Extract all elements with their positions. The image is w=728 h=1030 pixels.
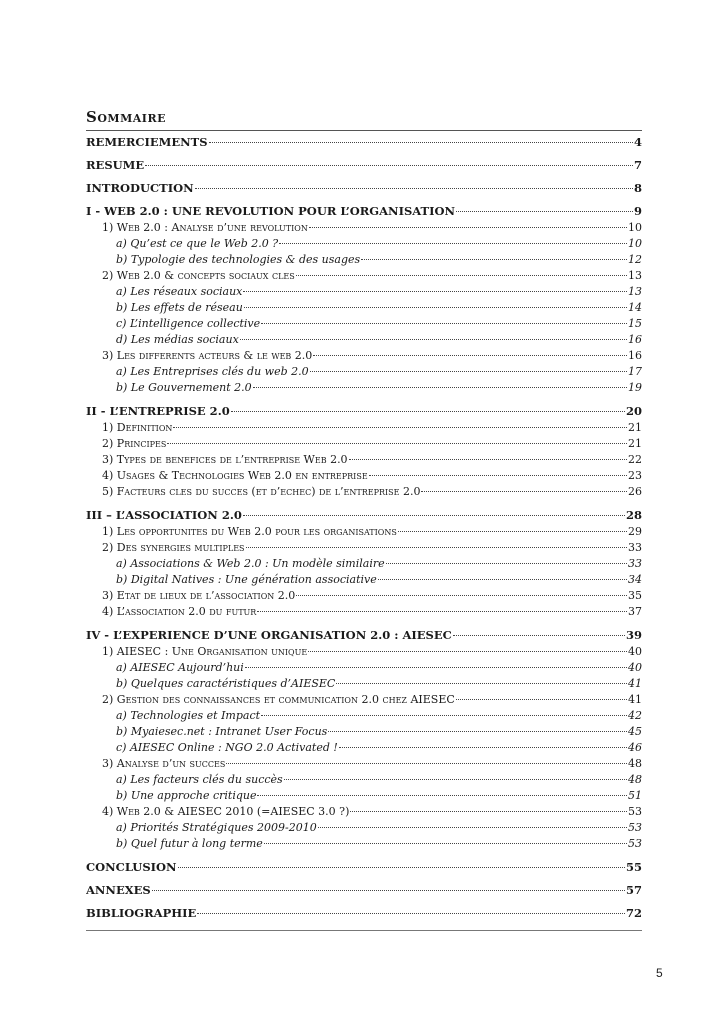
toc-entry-page: 72 xyxy=(625,906,642,920)
toc-entry[interactable] xyxy=(86,740,642,756)
dot-leader xyxy=(178,867,625,868)
dot-leader xyxy=(339,747,627,748)
toc-entry[interactable] xyxy=(86,660,642,676)
dot-leader xyxy=(244,307,627,308)
toc-entry-title: b) Une approche critique xyxy=(116,789,257,802)
toc-entry[interactable] xyxy=(86,180,642,196)
dot-leader xyxy=(456,211,633,212)
toc-entry-page: 40 xyxy=(628,645,642,658)
dot-leader xyxy=(197,913,625,914)
toc-entry-title: 2) Gestion des connaissances et communication 2.0 chez AIESEC xyxy=(102,693,455,706)
toc-entry-page: 7 xyxy=(633,158,642,172)
toc-entry-page: 8 xyxy=(633,181,642,195)
toc-entry-title: 3) Analyse d’un succes xyxy=(102,757,226,770)
toc-entry-title: a) Associations & Web 2.0 : Un modèle similaire xyxy=(116,557,385,570)
dot-leader xyxy=(361,259,627,260)
toc-entry[interactable] xyxy=(86,627,642,643)
toc-entry[interactable] xyxy=(86,644,642,660)
toc-entry-title: 4) L’association 2.0 du futur xyxy=(102,605,257,618)
toc-entry-page: 29 xyxy=(628,525,642,538)
toc-entry-title: INTRODUCTION xyxy=(86,181,194,195)
toc-entry-title: I - WEB 2.0 : UNE REVOLUTION POUR L’ORGANISATION xyxy=(86,204,456,218)
toc-entry[interactable] xyxy=(86,524,642,540)
toc-entry-page: 26 xyxy=(628,485,642,498)
page-number: 5 xyxy=(656,966,663,980)
toc-entry[interactable] xyxy=(86,882,642,898)
toc-entry-page: 46 xyxy=(628,741,642,754)
toc-entry-page: 42 xyxy=(628,709,642,722)
dot-leader xyxy=(308,651,627,652)
toc-entry[interactable] xyxy=(86,420,642,436)
dot-leader xyxy=(243,291,627,292)
toc-entry-title: 4) Usages & Technologies Web 2.0 en entreprise xyxy=(102,469,368,482)
toc-entry-page: 9 xyxy=(633,204,642,218)
toc-entry[interactable] xyxy=(86,604,642,620)
dot-leader xyxy=(349,459,627,460)
toc-entry-title: a) Qu’est ce que le Web 2.0 ? xyxy=(116,237,279,250)
toc-entry-title: c) AIESEC Online : NGO 2.0 Activated ! xyxy=(116,741,338,754)
toc-entry-title: a) Les réseaux sociaux xyxy=(116,285,243,298)
toc-entry-page: 21 xyxy=(628,421,642,434)
dot-leader xyxy=(386,563,627,564)
toc-entry-page: 51 xyxy=(628,789,642,802)
toc-entry[interactable] xyxy=(86,556,642,572)
toc-entry[interactable] xyxy=(86,157,642,173)
toc-entry[interactable] xyxy=(86,203,642,219)
toc-entry-title: 5) Facteurs cles du succes (et d’echec) de l’entreprise 2.0 xyxy=(102,485,421,498)
toc-entry[interactable] xyxy=(86,268,642,284)
toc-entry-page: 14 xyxy=(628,301,642,314)
toc-entry-page: 53 xyxy=(628,821,642,834)
toc-entry-page: 13 xyxy=(628,269,642,282)
dot-leader xyxy=(245,667,627,668)
dot-leader xyxy=(264,843,627,844)
dot-leader xyxy=(369,475,627,476)
dot-leader xyxy=(279,243,627,244)
toc-entry[interactable] xyxy=(86,836,642,852)
toc-entry[interactable] xyxy=(86,708,642,724)
toc-entry-title: 2) Web 2.0 & concepts sociaux cles xyxy=(102,269,295,282)
toc-entry-page: 33 xyxy=(628,541,642,554)
dot-leader xyxy=(336,683,627,684)
toc-entry-page: 37 xyxy=(628,605,642,618)
toc-entry-page: 16 xyxy=(628,333,642,346)
toc-entry-page: 22 xyxy=(628,453,642,466)
toc-entry-page: 45 xyxy=(628,725,642,738)
toc-entry[interactable] xyxy=(86,804,642,820)
dot-leader xyxy=(284,779,627,780)
toc-entry[interactable] xyxy=(86,820,642,836)
toc-entry-title: 3) Les differents acteurs & le web 2.0 xyxy=(102,349,313,362)
toc-entry[interactable] xyxy=(86,572,642,588)
toc-entry-page: 33 xyxy=(628,557,642,570)
dot-leader xyxy=(310,371,627,372)
toc-entry[interactable] xyxy=(86,316,642,332)
table-of-contents xyxy=(86,134,642,928)
dot-leader xyxy=(453,635,625,636)
toc-entry-title: 1) Web 2.0 : Analyse d’une revolution xyxy=(102,221,308,234)
toc-entry-page: 41 xyxy=(628,677,642,690)
toc-entry[interactable] xyxy=(86,364,642,380)
toc-entry-title: a) AIESEC Aujourd’hui xyxy=(116,661,244,674)
dot-leader xyxy=(318,827,627,828)
toc-entry[interactable] xyxy=(86,484,642,500)
toc-entry-title: 4) Web 2.0 & AIESEC 2010 (=AIESEC 3.0 ?) xyxy=(102,805,350,818)
toc-entry-page: 40 xyxy=(628,661,642,674)
toc-entry-page: 12 xyxy=(628,253,642,266)
toc-entry-page: 4 xyxy=(633,135,642,149)
dot-leader xyxy=(313,355,627,356)
toc-entry-page: 10 xyxy=(628,237,642,250)
toc-entry-page: 53 xyxy=(628,805,642,818)
toc-entry-page: 19 xyxy=(628,381,642,394)
toc-entry-title: III – L’ASSOCIATION 2.0 xyxy=(86,508,242,522)
dot-leader xyxy=(173,427,627,428)
toc-entry[interactable] xyxy=(86,507,642,523)
toc-entry-title: b) Typologie des technologies & des usages xyxy=(116,253,361,266)
toc-entry-title: BIBLIOGRAPHIE xyxy=(86,906,197,920)
toc-entry-page: 48 xyxy=(628,757,642,770)
dot-leader xyxy=(456,699,627,700)
dot-leader xyxy=(309,227,627,228)
toc-entry[interactable] xyxy=(86,252,642,268)
dot-leader xyxy=(167,443,627,444)
toc-entry[interactable] xyxy=(86,756,642,772)
toc-entry-title: 1) Definition xyxy=(102,421,173,434)
toc-entry-page: 55 xyxy=(625,860,642,874)
toc-entry-title: REMERCIEMENTS xyxy=(86,135,208,149)
toc-entry-title: 2) Principes xyxy=(102,437,167,450)
toc-entry-page: 21 xyxy=(628,437,642,450)
toc-entry-page: 13 xyxy=(628,285,642,298)
dot-leader xyxy=(152,890,625,891)
toc-entry-title: 2) Des synergies multiples xyxy=(102,541,245,554)
dot-leader xyxy=(209,142,633,143)
toc-entry-title: II - L’ENTREPRISE 2.0 xyxy=(86,404,230,418)
dot-leader xyxy=(145,165,633,166)
dot-leader xyxy=(195,188,633,189)
toc-entry-title: IV - L’EXPERIENCE D’UNE ORGANISATION 2.0 : AIESEC xyxy=(86,628,452,642)
toc-entry[interactable] xyxy=(86,676,642,692)
toc-entry-title: b) Digital Natives : Une génération associative xyxy=(116,573,377,586)
toc-entry[interactable] xyxy=(86,332,642,348)
toc-entry-title: RESUME xyxy=(86,158,145,172)
dot-leader xyxy=(257,611,627,612)
toc-entry-title: CONCLUSION xyxy=(86,860,177,874)
toc-entry-title: b) Le Gouvernement 2.0 xyxy=(116,381,252,394)
dot-leader xyxy=(226,763,627,764)
toc-entry[interactable] xyxy=(86,403,642,419)
toc-entry[interactable] xyxy=(86,380,642,396)
toc-entry-title: b) Myaiesec.net : Intranet User Focus xyxy=(116,725,328,738)
toc-entry[interactable] xyxy=(86,284,642,300)
toc-entry[interactable] xyxy=(86,724,642,740)
dot-leader xyxy=(257,795,627,796)
dot-leader xyxy=(261,323,627,324)
toc-entry-page: 10 xyxy=(628,221,642,234)
toc-entry-page: 53 xyxy=(628,837,642,850)
toc-entry-page: 28 xyxy=(625,508,642,522)
toc-entry[interactable] xyxy=(86,905,642,921)
dot-leader xyxy=(296,275,627,276)
footer-divider xyxy=(86,930,642,931)
toc-entry[interactable] xyxy=(86,348,642,364)
toc-entry[interactable] xyxy=(86,772,642,788)
dot-leader xyxy=(328,731,627,732)
toc-entry-title: 1) Les opportunites du Web 2.0 pour les organisations xyxy=(102,525,397,538)
page-title: Sommaire xyxy=(86,108,166,126)
toc-entry-page: 48 xyxy=(628,773,642,786)
toc-entry[interactable] xyxy=(86,468,642,484)
toc-entry-title: b) Quel futur à long terme xyxy=(116,837,263,850)
dot-leader xyxy=(240,339,627,340)
toc-entry-title: 1) AIESEC : Une Organisation unique xyxy=(102,645,308,658)
dot-leader xyxy=(246,547,627,548)
toc-entry-page: 57 xyxy=(625,883,642,897)
dot-leader xyxy=(253,387,627,388)
toc-entry-page: 16 xyxy=(628,349,642,362)
dot-leader xyxy=(261,715,627,716)
toc-entry-title: 3) Etat de lieux de l’association 2.0 xyxy=(102,589,296,602)
toc-entry-page: 15 xyxy=(628,317,642,330)
dot-leader xyxy=(421,491,627,492)
toc-entry-title: ANNEXES xyxy=(86,883,151,897)
toc-entry[interactable] xyxy=(86,452,642,468)
toc-entry[interactable] xyxy=(86,788,642,804)
toc-entry-page: 17 xyxy=(628,365,642,378)
toc-entry-page: 41 xyxy=(628,693,642,706)
toc-entry-title: a) Les Entreprises clés du web 2.0 xyxy=(116,365,309,378)
toc-entry-title: b) Quelques caractéristiques d’AIESEC xyxy=(116,677,336,690)
toc-entry-page: 20 xyxy=(625,404,642,418)
dot-leader xyxy=(243,515,625,516)
toc-entry-title: a) Les facteurs clés du succès xyxy=(116,773,283,786)
toc-entry[interactable] xyxy=(86,859,642,875)
title-divider xyxy=(86,130,642,131)
toc-entry-title: d) Les médias sociaux xyxy=(116,333,239,346)
toc-entry-page: 39 xyxy=(625,628,642,642)
toc-entry-title: 3) Types de benefices de l’entreprise Web 2.0 xyxy=(102,453,348,466)
toc-entry[interactable] xyxy=(86,236,642,252)
toc-entry-title: c) L’intelligence collective xyxy=(116,317,261,330)
toc-entry[interactable] xyxy=(86,220,642,236)
dot-leader xyxy=(378,579,627,580)
toc-entry[interactable] xyxy=(86,134,642,150)
dot-leader xyxy=(350,811,627,812)
toc-entry-title: a) Priorités Stratégiques 2009-2010 xyxy=(116,821,317,834)
dot-leader xyxy=(296,595,627,596)
toc-entry-title: b) Les effets de réseau xyxy=(116,301,243,314)
toc-entry[interactable] xyxy=(86,692,642,708)
dot-leader xyxy=(398,531,627,532)
toc-entry[interactable] xyxy=(86,540,642,556)
toc-entry[interactable] xyxy=(86,588,642,604)
toc-entry-page: 35 xyxy=(628,589,642,602)
toc-entry[interactable] xyxy=(86,300,642,316)
toc-entry-page: 34 xyxy=(628,573,642,586)
toc-entry-title: a) Technologies et Impact xyxy=(116,709,261,722)
toc-entry-page: 23 xyxy=(628,469,642,482)
dot-leader xyxy=(231,411,625,412)
toc-entry[interactable] xyxy=(86,436,642,452)
